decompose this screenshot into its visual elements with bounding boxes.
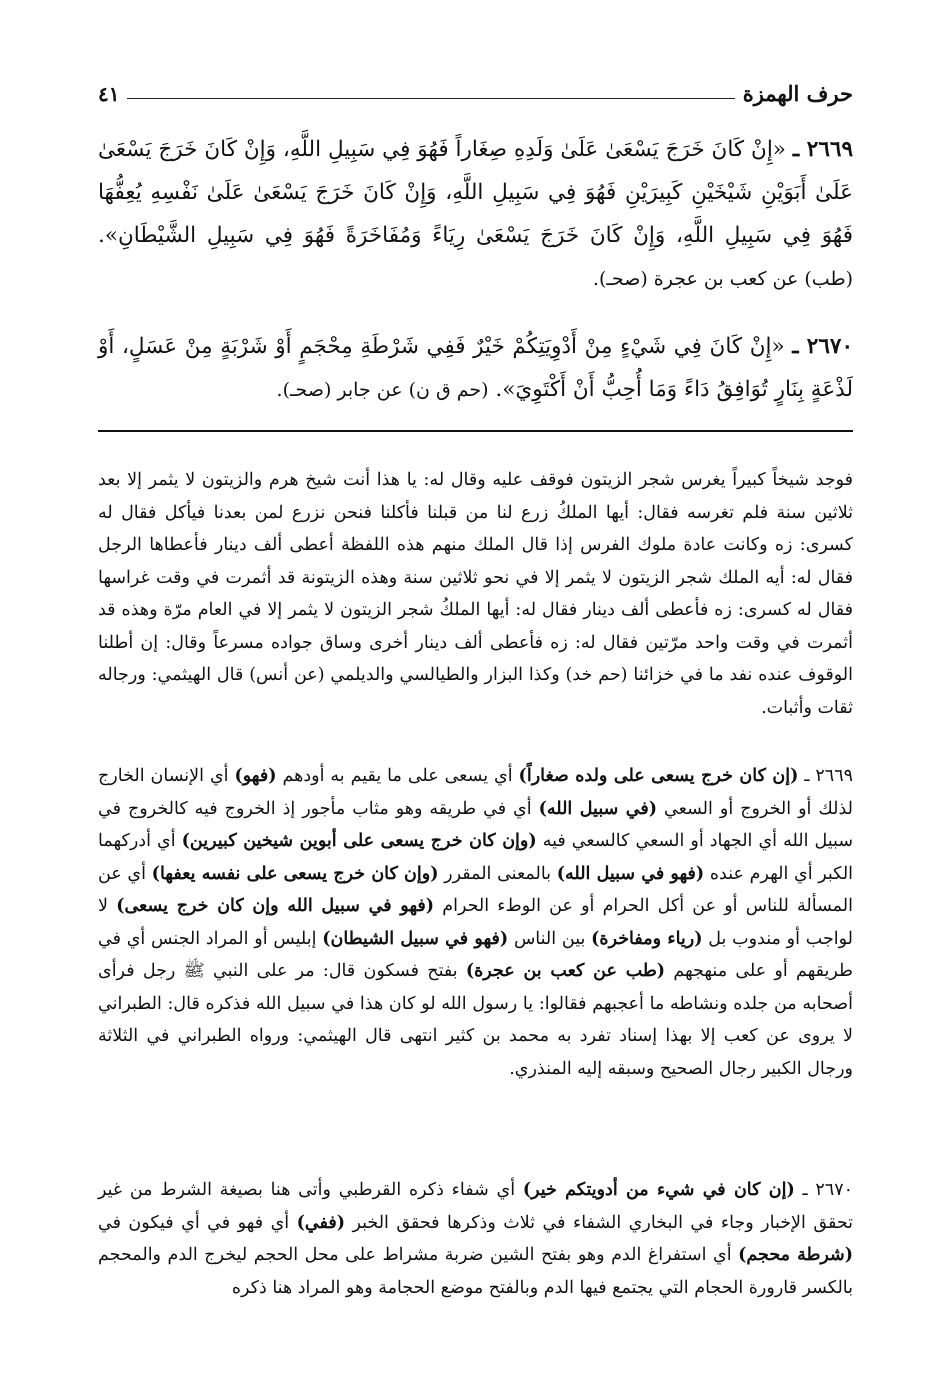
commentary-continuation: فوجد شيخاً كبيراً يغرس شجر الزيتون فوقف عليه وقال له: يا هذا أنت شيخ هرم والزيتون لا يثمر إلا بعد ثلاثين سنة فلم تغرسه فقال: أيها الملكُ زرع لنا من قبلنا فأكلنا فنحن نزرع لمن بعدنا فيأكل فقال له كسرى: زه وكانت عادة ملوك الفرس إذا قال الملك منهم هذه اللفظة أعطى ألف دينار فأعطاها الرجل فقال له: أيه الملك شجر الزيتون لا يثمر إلا في نحو ثلاثين سنة وهذه الزيتونة قد أثمرت في وقت غراسها فقال له كسرى: زه فأعطى ألف دينار فقال له: أيها الملكُ شجر الزيتون لا يثمر إلا في العام مرّة وهذه قد أثمرت في وقت واحد مرّتين فقال له: زه فأعطى ألف دينار أخرى وساق جواده مسرعاً وقال: إن أطلنا الوقوف عنده نفد ما في خزائنا (حم خد) وكذا البزار والطيالسي والديلمي (عن أنس) قال الهيثمي: ورجاله ثقات وأثبات. bbox=[98, 470, 853, 718]
commentary-quote: (ففي) bbox=[296, 1212, 345, 1233]
commentary-quote: (طب عن كعب بن عجرة) bbox=[465, 961, 666, 981]
book-page bbox=[98, 62, 853, 1362]
commentary-text: بفتح فسكون قال: مر على النبي ﷺ رجل فرأى أصحابه من جلده ونشاطه ما أعجبهم فقالوا: يا رسول الله لو كان هذا في سبيل الله فذكره قال: الطبراني لا يروى عن كعب إلا بهذا إسناد تفرد به محمد بن كثير انتهى قال الهيثمي: ورواه الطبراني في الثلاثة ورجال الكبير رجال الصحيح وسبقه إليه المنذري. bbox=[98, 961, 853, 1079]
commentary-2670 bbox=[98, 1174, 853, 1304]
commentary-text: بين الناس bbox=[508, 928, 592, 949]
commentary-quote: (وإن كان خرج يسعى على أبوين شيخين كبيرين) bbox=[181, 831, 537, 851]
commentary-text: إبليس أو المراد الجنس أي في طريقهم أو على منهجهم bbox=[98, 928, 853, 981]
footnote-divider bbox=[98, 430, 853, 432]
commentary-block bbox=[98, 464, 853, 724]
commentary-quote: (فهو في سبيل الله) bbox=[556, 863, 705, 884]
header-rule bbox=[127, 98, 734, 99]
commentary-quote: (فهو في سبيل الله وإن كان خرج يسعى) bbox=[116, 896, 435, 916]
commentary-quote: (إن كان في شيء من أدويتكم خير) bbox=[522, 1180, 795, 1200]
hadith-2669 bbox=[98, 128, 853, 301]
hadith-text: «إِنْ كَانَ فِي شَيْءٍ مِنْ أَدْوِيَتِكُمْ خَيْرٌ فَفِي شَرْطَةِ مِحْجَمٍ أَوْ شَرْبَةٍ مِنْ عَسَلٍ، أَوْ لَذْعَةٍ بِنَارٍ تُوَافِقُ دَاءً وَمَا أُحِبُّ أَنْ أَكْتَوِيَ». bbox=[98, 334, 853, 402]
commentary-text: أي يسعى على ما يقيم به أودهم bbox=[276, 766, 519, 786]
chapter-title: حرف الهمزة bbox=[742, 81, 853, 106]
commentary-text: أي استفراغ الدم وهو بفتح الشين ضربة مشراط على محل الحجم ليخرج الدم والمحجم بالكسر قارورة الحجام التي يجتمع فيها الدم وبالفتح موضع الحجامة وهو المراد هنا ذكره bbox=[98, 1245, 853, 1298]
commentary-text: أي عن المسألة للناس أو عن أكل الحرام أو عن الوطء الحرام bbox=[98, 863, 853, 916]
commentary-text: ٢٦٦٩ ـ bbox=[798, 766, 853, 786]
commentary-quote: (فهو في سبيل الشيطان) bbox=[322, 928, 509, 949]
commentary-text: ٢٦٧٠ ـ bbox=[794, 1180, 853, 1200]
hadith-text: «إِنْ كَانَ خَرَجَ يَسْعَىٰ عَلَىٰ وَلَدِهِ صِغَاراً فَهُوَ فِي سَبِيلِ اللَّهِ، وَإِنْ كَانَ خَرَجَ يَسْعَىٰ عَلَىٰ أَبَوَيْنِ شَيْخَيْنِ كَبِيرَيْنِ فَهُوَ فِي سَبِيلِ اللَّهِ، وَإِنْ كَانَ خَرَجَ يَسْعَىٰ عَلَىٰ نَفْسِهِ يُعِفُّهَا فَهُوَ فِي سَبِيلِ اللَّهِ، وَإِنْ كَانَ خَرَجَ يَسْعَىٰ رِيَاءً وَمُفَاخَرَةً فَهُوَ فِي سَبِيلِ الشَّيْطَانِ». bbox=[98, 137, 853, 248]
hadith-2670 bbox=[98, 325, 853, 412]
hadith-number: ٢٦٦٩ ـ bbox=[792, 137, 853, 162]
hadith-source: (حم ق ن) عن جابر (صحـ). bbox=[276, 379, 489, 401]
commentary-quote: (وإن كان خرج يسعى على نفسه يعفها) bbox=[151, 863, 439, 884]
commentary-text: أي الإنسان الخارج لذلك أو الخروج أو السعي bbox=[98, 766, 853, 819]
page-number: ٤١ bbox=[98, 82, 120, 106]
commentary-text: لا لواجب أو مندوب بل bbox=[98, 896, 853, 949]
commentary-quote: (رياء ومفاخرة) bbox=[591, 928, 703, 949]
running-header bbox=[98, 72, 853, 106]
commentary-quote: (شرطة محجم) bbox=[738, 1245, 853, 1265]
commentary-text: أي أدركهما الكبر أي الهرم عنده bbox=[98, 831, 854, 884]
commentary-quote: (في سبيل الله) bbox=[538, 798, 658, 819]
commentary-text: أي فهو في أي فيكون في bbox=[98, 1212, 297, 1233]
commentary-quote: (فهو) bbox=[234, 766, 277, 786]
hadith-source: (طب) عن كعب بن عجرة (صحـ). bbox=[592, 268, 853, 290]
hadith-number: ٢٦٧٠ ـ bbox=[792, 334, 853, 359]
commentary-text: أي شفاء ذكره القرطبي وأتى هنا بصيغة الشرط من غير تحقق الإخبار وجاء في البخاري الشفاء في ثلاث وذكرها فحقق الخبر bbox=[98, 1180, 853, 1233]
commentary-quote: (إن كان خرج يسعى على ولده صغاراً) bbox=[518, 766, 799, 786]
commentary-text: بالمعنى المقرر bbox=[438, 863, 557, 884]
commentary-text: أي في طريقه وهو مثاب مأجور إذ الخروج فيه كالخروج في سبيل الله أي الجهاد أو السعي كالسعي فيه bbox=[98, 798, 853, 851]
commentary-2669 bbox=[98, 760, 853, 1085]
